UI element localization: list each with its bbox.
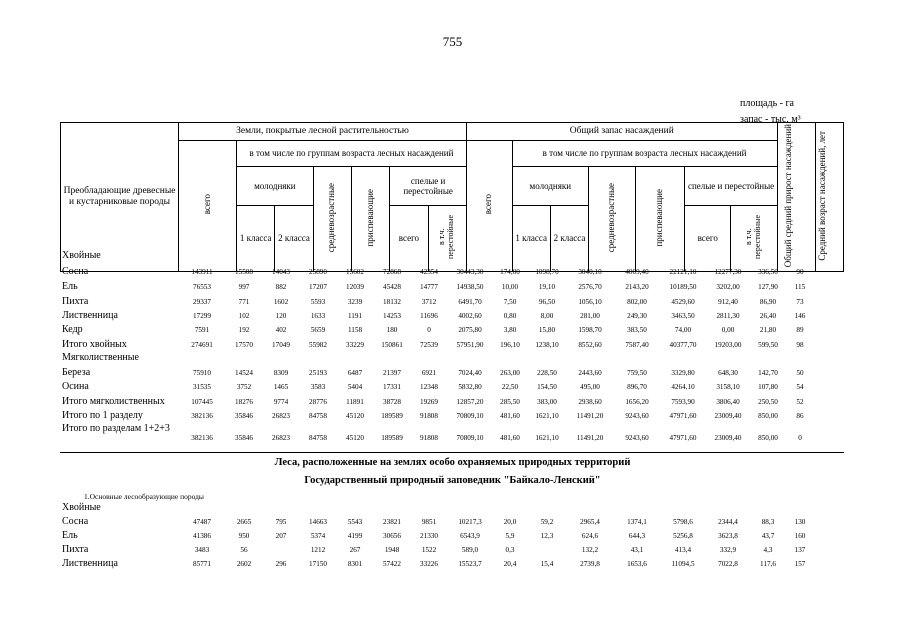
header-stock-groups: в том числе по группам возраста лесных насаждений (512, 141, 777, 167)
table-cell: 72539 (420, 341, 438, 349)
table-cell: 52 (796, 398, 804, 406)
table-cell: 6491,70 (458, 298, 482, 306)
table-cell: 0 (427, 326, 431, 334)
table-cell: 7591 (194, 326, 210, 334)
table-cell: 3239 (347, 298, 363, 306)
table-cell: 850,00 (758, 434, 778, 442)
section2-sublabel: 1.Основные лесообразующие породы (84, 492, 204, 501)
header-stock-maturing: приспевающие (654, 188, 665, 247)
table-cell: 8309 (273, 369, 289, 377)
table-cell: 90 (796, 268, 804, 276)
section2-subtitle: Государственный природный заповедник "Байкало-Ленский" (304, 475, 601, 486)
table-cell: 14043 (272, 268, 290, 276)
table-cell: 35846 (235, 412, 253, 420)
table-cell: 5659 (310, 326, 326, 334)
header-stock-incl-over: в т.ч. перестойные (744, 214, 762, 259)
table-cell: 20,0 (503, 518, 517, 526)
table-cell: 20,4 (503, 560, 517, 568)
table-cell: 21397 (383, 369, 401, 377)
table-cell: 143911 (191, 268, 213, 276)
row-label: Береза (62, 367, 91, 378)
table-cell: 17150 (309, 560, 327, 568)
table-cell: 56 (240, 546, 248, 554)
table-cell: 7024,40 (458, 369, 482, 377)
table-cell: 850,00 (758, 412, 778, 420)
table-cell: 1602 (273, 298, 289, 306)
header-stock-middle: средневозрастные (605, 183, 616, 253)
table-cell: 5256,8 (673, 532, 693, 540)
table-cell: 31535 (193, 383, 211, 391)
table-cell: 18132 (383, 298, 401, 306)
table-cell: 759,50 (627, 369, 647, 377)
table-cell: 14777 (420, 283, 438, 291)
table-cell: 1465 (273, 383, 289, 391)
table-cell: 1633 (310, 312, 326, 320)
table-cell: 3,80 (503, 326, 517, 334)
table-cell: 912,40 (718, 298, 738, 306)
table-cell: 0,80 (503, 312, 517, 320)
table-cell: 3752 (236, 383, 252, 391)
table-cell: 35846 (235, 434, 253, 442)
table-cell: 25890 (309, 268, 327, 276)
header-stock: Общий запас насаждений (466, 123, 777, 141)
table-cell: 5,9 (505, 532, 515, 540)
table-cell: 29337 (193, 298, 211, 306)
table-cell: 281,00 (580, 312, 600, 320)
table-cell: 85771 (193, 560, 211, 568)
table-cell: 2443,60 (578, 369, 602, 377)
table-cell: 0,3 (505, 546, 515, 554)
table-cell: 644,3 (628, 532, 646, 540)
row-label: Кедр (62, 324, 83, 335)
row-label: Сосна (62, 516, 89, 527)
table-cell: 7593,90 (671, 398, 695, 406)
header-stock-class1: 1 класса (512, 205, 550, 271)
table-cell: 107,80 (758, 383, 778, 391)
table-cell: 45120 (346, 434, 364, 442)
table-cell: 2739,8 (580, 560, 600, 568)
table-cell: 1158 (347, 326, 363, 334)
table-cell: 89 (796, 326, 804, 334)
table-cell: 174,00 (500, 268, 520, 276)
table-cell: 38728 (383, 398, 401, 406)
table-cell: 84758 (309, 412, 327, 420)
row-label: Пихта (62, 296, 89, 307)
table-cell: 23009,40 (714, 434, 742, 442)
table-cell: 8,00 (540, 312, 554, 320)
table-cell: 12348 (420, 383, 438, 391)
table-cell: 33229 (346, 341, 364, 349)
header-stock-total: всего (483, 194, 494, 215)
unit-area: площадь - га (740, 98, 794, 109)
table-cell: 54 (796, 383, 804, 391)
table-cell: 481,60 (500, 412, 520, 420)
row-label: Итого по разделам 1+2+3 (62, 423, 170, 434)
table-cell: 1374,1 (627, 518, 647, 526)
table-cell: 26,40 (759, 312, 777, 320)
table-cell: 4002,60 (458, 312, 482, 320)
section-divider (60, 452, 844, 453)
table-cell: 4264,10 (671, 383, 695, 391)
row-label: Итого мягколиственных (62, 396, 165, 407)
table-cell: 146 (794, 312, 806, 320)
table-cell: 15602 (346, 268, 364, 276)
table-cell: 1621,10 (535, 412, 559, 420)
table-cell: 15,4 (540, 560, 554, 568)
table-cell: 9243,60 (625, 412, 649, 420)
table-cell: 47971,60 (669, 434, 697, 442)
table-cell: 59,2 (540, 518, 554, 526)
table-cell: 382136 (191, 412, 213, 420)
table-cell: 30656 (383, 532, 401, 540)
unit-stock: запас - тыс. м³ (740, 114, 801, 125)
table-cell: 1191 (347, 312, 363, 320)
table-cell: 180 (386, 326, 398, 334)
table-cell: 11491,20 (576, 412, 604, 420)
table-cell: 896,70 (627, 383, 647, 391)
table-header (60, 122, 844, 272)
table-cell: 7022,8 (718, 560, 738, 568)
table-cell: 15508 (235, 268, 253, 276)
table-cell: 12277,30 (714, 268, 742, 276)
table-cell: 19269 (420, 398, 438, 406)
table-cell: 589,0 (461, 546, 479, 554)
row-label: Лиственница (62, 558, 118, 569)
table-cell: 296 (275, 560, 287, 568)
row-label: Осина (62, 381, 89, 392)
table-cell: 15523,7 (458, 560, 482, 568)
table-cell: 402 (275, 326, 287, 334)
table-cell: 18276 (235, 398, 253, 406)
table-cell: 91808 (420, 412, 438, 420)
table-cell: 75910 (193, 369, 211, 377)
table-cell: 1522 (421, 546, 437, 554)
table-cell: 997 (238, 283, 250, 291)
table-cell: 6543,9 (460, 532, 480, 540)
table-cell: 150861 (381, 341, 403, 349)
table-cell: 3202,00 (716, 283, 740, 291)
table-cell: 189589 (381, 434, 403, 442)
table-cell: 21330 (420, 532, 438, 540)
table-cell: 19,10 (538, 283, 556, 291)
header-land-maturing: приспевающие (364, 188, 375, 247)
table-cell: 47971,60 (669, 412, 697, 420)
row-label: Пихта (62, 544, 89, 555)
table-cell: 30443,30 (456, 268, 484, 276)
table-cell: 3806,40 (716, 398, 740, 406)
table-cell: 91808 (420, 434, 438, 442)
table-cell: 132,2 (581, 546, 599, 554)
table-cell: 6921 (421, 369, 437, 377)
table-cell: 15,80 (538, 326, 556, 334)
table-cell: 115 (794, 283, 806, 291)
table-cell: 648,30 (718, 369, 738, 377)
table-cell: 11891 (346, 398, 364, 406)
row-label: Итого по 1 разделу (62, 410, 143, 421)
table-cell: 1948 (384, 546, 400, 554)
table-cell: 1598,70 (578, 326, 602, 334)
table-cell: 9774 (273, 398, 289, 406)
table-cell: 9243,60 (625, 434, 649, 442)
header-land-mature-total: всего (390, 205, 428, 271)
table-cell: 21,80 (759, 326, 777, 334)
header-land-class1: 1 класса (237, 205, 275, 271)
table-cell: 45120 (346, 412, 364, 420)
table-cell: 2938,60 (578, 398, 602, 406)
table-cell: 383,50 (627, 326, 647, 334)
table-cell: 23009,40 (714, 412, 742, 420)
table-cell: 41386 (193, 532, 211, 540)
page-number: 755 (442, 34, 463, 49)
table-cell: 10,00 (501, 283, 519, 291)
table-cell: 1238,10 (535, 341, 559, 349)
table-cell: 14938,50 (456, 283, 484, 291)
table-cell: 22,50 (501, 383, 519, 391)
table-cell: 3329,80 (671, 369, 695, 377)
table-cell: 86,90 (759, 298, 777, 306)
header-land-groups: в том числе по группам возраста лесных насаждений (237, 141, 467, 167)
table-cell: 14524 (235, 369, 253, 377)
table-cell: 495,00 (580, 383, 600, 391)
table-cell: 107445 (191, 398, 213, 406)
table-cell: 14663 (309, 518, 327, 526)
table-cell: 383,00 (537, 398, 557, 406)
table-cell: 43,1 (630, 546, 644, 554)
table-cell: 28776 (309, 398, 327, 406)
table-cell: 8301 (347, 560, 363, 568)
table-cell: 5798,6 (673, 518, 693, 526)
table-cell: 950 (238, 532, 250, 540)
table-cell: 4,3 (763, 546, 773, 554)
table-cell: 157 (794, 560, 806, 568)
table-cell: 130 (794, 518, 806, 526)
table-cell: 88,3 (761, 518, 775, 526)
table-cell: 22121,10 (669, 268, 697, 276)
table-cell: 3158,10 (716, 383, 740, 391)
header-land-middle: средневозрастные (326, 183, 337, 253)
table-cell: 4529,60 (671, 298, 695, 306)
table-cell: 120 (275, 312, 287, 320)
table-cell: 42354 (420, 268, 438, 276)
table-cell: 481,60 (500, 434, 520, 442)
table-cell: 2075,80 (458, 326, 482, 334)
row-label: Итого хвойных (62, 339, 127, 350)
table-cell: 84758 (309, 434, 327, 442)
table-cell: 3712 (421, 298, 437, 306)
table-cell: 2576,70 (578, 283, 602, 291)
table-cell: 3623,8 (718, 532, 738, 540)
row-label: Лиственница (62, 310, 118, 321)
table-cell: 50 (796, 369, 804, 377)
group-label-softwood: Мягколиственные (62, 352, 139, 363)
table-cell: 228,50 (537, 369, 557, 377)
table-cell: 12039 (346, 283, 364, 291)
table-cell: 2602 (236, 560, 252, 568)
table-cell: 196,10 (500, 341, 520, 349)
table-cell: 70809,10 (456, 434, 484, 442)
row-label: Сосна (62, 266, 89, 277)
table-cell: 3040,10 (578, 268, 602, 276)
table-cell: 127,90 (758, 283, 778, 291)
header-land-young: молодняки (237, 167, 314, 205)
header-stock-class2: 2 класса (550, 205, 588, 271)
table-cell: 274691 (191, 341, 213, 349)
header-land-total: всего (201, 194, 212, 215)
table-cell: 882 (275, 283, 287, 291)
row-label: Ель (62, 281, 78, 292)
table-cell: 25193 (309, 369, 327, 377)
table-cell: 250,50 (758, 398, 778, 406)
header-land-mature: спелые и перестойные (390, 167, 467, 205)
table-cell: 102 (238, 312, 250, 320)
table-cell: 0 (798, 434, 802, 442)
table-cell: 96,50 (538, 298, 556, 306)
table-cell: 5832,80 (458, 383, 482, 391)
table-cell: 192 (238, 326, 250, 334)
section2-title: Леса, расположенные на землях особо охраняемых природных территорий (274, 457, 631, 468)
table-cell: 8552,60 (578, 341, 602, 349)
table-cell: 795 (275, 518, 287, 526)
table-cell: 802,00 (627, 298, 647, 306)
table-cell: 1656,20 (625, 398, 649, 406)
table-cell: 14253 (383, 312, 401, 320)
table-cell: 72868 (383, 268, 401, 276)
table-cell: 57422 (383, 560, 401, 568)
table-cell: 1056,10 (578, 298, 602, 306)
table-cell: 2811,30 (716, 312, 740, 320)
table-cell: 55982 (309, 341, 327, 349)
table-cell: 4009,40 (625, 268, 649, 276)
header-avg-age: Средний возраст насаждений, лет (817, 130, 828, 261)
table-cell: 1653,6 (627, 560, 647, 568)
table-cell: 17049 (272, 341, 290, 349)
table-cell: 771 (238, 298, 250, 306)
header-stock-mature-total: всего (685, 205, 731, 271)
table-cell: 17331 (383, 383, 401, 391)
table-cell: 6487 (347, 369, 363, 377)
header-land-incl-over: в т.ч. перестойные (437, 214, 456, 259)
header-stock-young: молодняки (512, 167, 589, 205)
group-label-conifer: Хвойные (62, 250, 101, 261)
table-cell: 249,30 (627, 312, 647, 320)
table-cell: 2665 (236, 518, 252, 526)
table-cell: 336,50 (758, 268, 778, 276)
table-cell: 40377,70 (669, 341, 697, 349)
table-cell: 0,00 (721, 326, 735, 334)
table-cell: 2143,20 (625, 283, 649, 291)
header-land: Земли, покрытые лесной растительностью (179, 123, 467, 141)
table-cell: 7587,40 (625, 341, 649, 349)
table-cell: 117,6 (760, 560, 776, 568)
table-cell: 43,7 (761, 532, 775, 540)
table-cell: 10189,50 (669, 283, 697, 291)
table-cell: 160 (794, 532, 806, 540)
table-cell: 2344,4 (718, 518, 738, 526)
table-cell: 332,9 (719, 546, 737, 554)
table-cell: 19203,00 (714, 341, 742, 349)
table-cell: 11696 (420, 312, 438, 320)
section2-group-label: Хвойные (62, 502, 101, 513)
table-cell: 3463,50 (671, 312, 695, 320)
table-cell: 11094,5 (671, 560, 695, 568)
table-cell: 267 (349, 546, 361, 554)
table-cell: 142,70 (758, 369, 778, 377)
table-cell: 599,50 (758, 341, 778, 349)
table-cell: 382136 (191, 434, 213, 442)
table-cell: 5404 (347, 383, 363, 391)
table-cell: 5374 (310, 532, 326, 540)
header-stock-mature: спелые и перестойные (685, 167, 777, 205)
table-cell: 137 (794, 546, 806, 554)
table-cell: 70809,10 (456, 412, 484, 420)
table-cell: 624,6 (581, 532, 599, 540)
table-cell: 1212 (310, 546, 326, 554)
table-cell: 3583 (310, 383, 326, 391)
table-cell: 1098,70 (535, 268, 559, 276)
table-cell: 73 (796, 298, 804, 306)
table-cell: 26823 (272, 434, 290, 442)
table-cell: 74,00 (674, 326, 692, 334)
table-cell: 12857,20 (456, 398, 484, 406)
table-cell: 207 (275, 532, 287, 540)
table-cell: 26823 (272, 412, 290, 420)
header-avg-growth: Общий средний прирост насаждений (783, 124, 794, 268)
table-cell: 263,00 (500, 369, 520, 377)
table-cell: 47487 (193, 518, 211, 526)
table-cell: 98 (796, 341, 804, 349)
table-cell: 57951,90 (456, 341, 484, 349)
table-cell: 33226 (420, 560, 438, 568)
table-cell: 2965,4 (580, 518, 600, 526)
header-land-class2: 2 класса (275, 205, 313, 271)
table-cell: 189589 (381, 412, 403, 420)
table-cell: 17570 (235, 341, 253, 349)
table-cell: 285,50 (500, 398, 520, 406)
table-cell: 154,50 (537, 383, 557, 391)
table-cell: 23821 (383, 518, 401, 526)
table-cell: 17207 (309, 283, 327, 291)
table-cell: 4199 (347, 532, 363, 540)
row-label: Ель (62, 530, 78, 541)
table-cell: 17299 (193, 312, 211, 320)
table-cell: 5593 (310, 298, 326, 306)
table-cell: 76553 (193, 283, 211, 291)
table-cell: 413,4 (674, 546, 692, 554)
table-cell: 86 (796, 412, 804, 420)
header-species: Преобладающие древесные и кустарниковые породы (61, 123, 179, 272)
table-cell: 5543 (347, 518, 363, 526)
table-cell: 45428 (383, 283, 401, 291)
table-cell: 7,50 (503, 298, 517, 306)
table-cell: 3483 (194, 546, 210, 554)
table-cell: 12,3 (540, 532, 554, 540)
table-cell: 9851 (421, 518, 437, 526)
table-cell: 1621,10 (535, 434, 559, 442)
table-cell: 11491,20 (576, 434, 604, 442)
table-cell: 10217,3 (458, 518, 482, 526)
